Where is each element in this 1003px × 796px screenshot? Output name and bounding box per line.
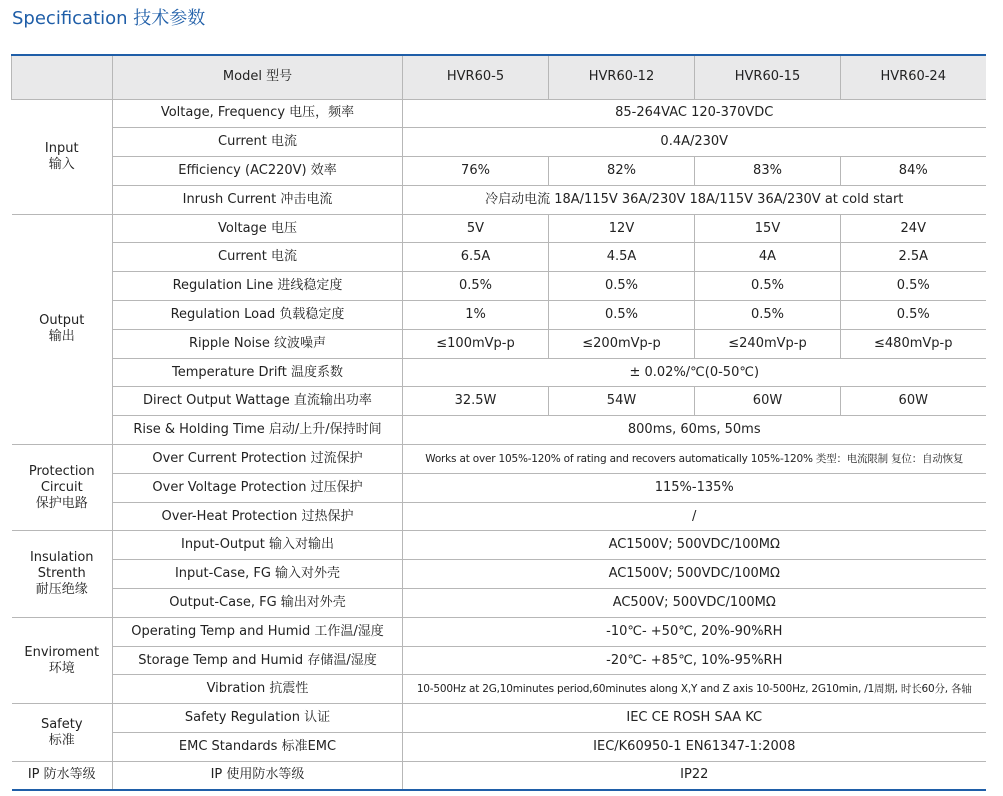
group-protection-line: Circuit bbox=[40, 479, 83, 495]
cell-value: 0.5% bbox=[403, 272, 549, 301]
header-corner-cell bbox=[12, 55, 113, 99]
row-label: Input-Output 输入对输出 bbox=[113, 531, 403, 560]
cell-value: 15V bbox=[695, 214, 841, 243]
group-input-line: Input bbox=[44, 140, 79, 156]
group-environment bbox=[12, 617, 113, 703]
group-safety-line: Safety bbox=[40, 716, 83, 732]
row-value: IEC CE ROSH SAA KC bbox=[403, 704, 986, 733]
model-hvr60-12: HVR60-12 bbox=[549, 55, 695, 99]
row-value: ± 0.02%/℃(0-50℃) bbox=[403, 358, 986, 387]
group-ip: IP 防水等级 bbox=[12, 761, 113, 790]
cell-value: 0.5% bbox=[841, 272, 986, 301]
group-protection-line: 保护电路 bbox=[35, 495, 88, 511]
table-row bbox=[12, 185, 986, 214]
group-safety bbox=[12, 704, 113, 762]
cell-value: 0.5% bbox=[695, 272, 841, 301]
table-row bbox=[12, 301, 986, 330]
model-hvr60-24: HVR60-24 bbox=[841, 55, 986, 99]
cell-value: 60W bbox=[695, 387, 841, 416]
row-value: AC1500V; 500VDC/100MΩ bbox=[403, 560, 986, 589]
row-value: -10℃- +50℃, 20%-90%RH bbox=[403, 617, 986, 646]
cell-value: 76% bbox=[403, 157, 549, 186]
row-label: Over-Heat Protection 过热保护 bbox=[113, 502, 403, 531]
row-value: IP22 bbox=[403, 761, 986, 790]
cell-value: 4A bbox=[695, 243, 841, 272]
table-row bbox=[12, 531, 986, 560]
cell-value: 4.5A bbox=[549, 243, 695, 272]
cell-value: 0.5% bbox=[549, 272, 695, 301]
group-environment-line: Enviroment bbox=[24, 644, 100, 660]
group-input bbox=[12, 99, 113, 214]
table-row bbox=[12, 387, 986, 416]
model-hvr60-5: HVR60-5 bbox=[403, 55, 549, 99]
cell-value: 24V bbox=[841, 214, 986, 243]
row-value: 10-500Hz at 2G,10minutes period,60minutes along X,Y and Z axis 10-500Hz, 2G10min, /1周期, 时长60分, 各轴 bbox=[403, 675, 986, 704]
row-value: 800ms, 60ms, 50ms bbox=[403, 416, 986, 445]
table-row bbox=[12, 416, 986, 445]
cell-value: 84% bbox=[841, 157, 986, 186]
cell-value: 83% bbox=[695, 157, 841, 186]
group-insulation-line: 耐压绝缘 bbox=[35, 582, 88, 598]
cell-value: 82% bbox=[549, 157, 695, 186]
page-title: Specification 技术参数 bbox=[12, 8, 206, 29]
table-row bbox=[12, 157, 986, 186]
row-value: 85-264VAC 120-370VDC bbox=[403, 99, 986, 128]
table-row bbox=[12, 473, 986, 502]
cell-value: ≤480mVp-p bbox=[841, 329, 986, 358]
cell-value: 2.5A bbox=[841, 243, 986, 272]
group-safety-line: 标准 bbox=[48, 732, 75, 748]
group-output-line: 输出 bbox=[48, 329, 75, 345]
cell-value: ≤100mVp-p bbox=[403, 329, 549, 358]
row-value: AC1500V; 500VDC/100MΩ bbox=[403, 531, 986, 560]
cell-value: 60W bbox=[841, 387, 986, 416]
row-value: / bbox=[403, 502, 986, 531]
table-row bbox=[12, 358, 986, 387]
model-label: Model 型号 bbox=[113, 55, 403, 99]
row-value: IEC/K60950-1 EN61347-1:2008 bbox=[403, 733, 986, 762]
row-value: 冷启动电流 18A/115V 36A/230V 18A/115V 36A/230V at cold start bbox=[403, 185, 986, 214]
row-label: Voltage 电压 bbox=[113, 214, 403, 243]
row-label: Temperature Drift 温度系数 bbox=[113, 358, 403, 387]
row-label: Over Current Protection 过流保护 bbox=[113, 445, 403, 474]
table-row bbox=[12, 761, 986, 790]
cell-value: 0.5% bbox=[841, 301, 986, 330]
table-row bbox=[12, 99, 986, 128]
row-label: EMC Standards 标准EMC bbox=[113, 733, 403, 762]
row-label: IP 使用防水等级 bbox=[113, 761, 403, 790]
table-row bbox=[12, 733, 986, 762]
row-label: Over Voltage Protection 过压保护 bbox=[113, 473, 403, 502]
table-row bbox=[12, 128, 986, 157]
row-label: Safety Regulation 认证 bbox=[113, 704, 403, 733]
row-value: 115%-135% bbox=[403, 473, 986, 502]
row-value: AC500V; 500VDC/100MΩ bbox=[403, 589, 986, 618]
table-row bbox=[12, 589, 986, 618]
group-insulation bbox=[12, 531, 113, 617]
row-value: Works at over 105%-120% of rating and recovers automatically 105%-120% 类型：电流限制 复位：自动恢复 bbox=[403, 445, 986, 474]
row-label: Direct Output Wattage 直流输出功率 bbox=[113, 387, 403, 416]
table-row bbox=[12, 214, 986, 243]
group-input-line: 输入 bbox=[48, 156, 75, 172]
row-label: Storage Temp and Humid 存储温/湿度 bbox=[113, 646, 403, 675]
group-insulation-line: Strenth bbox=[37, 566, 86, 582]
group-insulation-line: Insulation bbox=[29, 550, 94, 566]
table-row bbox=[12, 704, 986, 733]
cell-value: 5V bbox=[403, 214, 549, 243]
cell-value: 32.5W bbox=[403, 387, 549, 416]
row-label: Regulation Line 进线稳定度 bbox=[113, 272, 403, 301]
table-row bbox=[12, 243, 986, 272]
table-row bbox=[12, 272, 986, 301]
cell-value: 1% bbox=[403, 301, 549, 330]
model-hvr60-15: HVR60-15 bbox=[695, 55, 841, 99]
table-row bbox=[12, 502, 986, 531]
row-value: 0.4A/230V bbox=[403, 128, 986, 157]
row-label: Efficiency (AC220V) 效率 bbox=[113, 157, 403, 186]
row-label: Input-Case, FG 输入对外壳 bbox=[113, 560, 403, 589]
row-label: Rise & Holding Time 启动/上升/保持时间 bbox=[113, 416, 403, 445]
row-label: Current 电流 bbox=[113, 128, 403, 157]
group-output bbox=[12, 214, 113, 444]
row-label: Regulation Load 负载稳定度 bbox=[113, 301, 403, 330]
table-row bbox=[12, 646, 986, 675]
group-protection bbox=[12, 445, 113, 531]
cell-value: 0.5% bbox=[695, 301, 841, 330]
table-row bbox=[12, 675, 986, 704]
group-environment-line: 环境 bbox=[48, 660, 75, 676]
cell-value: 6.5A bbox=[403, 243, 549, 272]
row-label: Output-Case, FG 输出对外壳 bbox=[113, 589, 403, 618]
cell-value: 54W bbox=[549, 387, 695, 416]
spec-table bbox=[11, 54, 986, 791]
row-value: -20℃- +85℃, 10%-95%RH bbox=[403, 646, 986, 675]
cell-value: ≤200mVp-p bbox=[549, 329, 695, 358]
cell-value: 0.5% bbox=[549, 301, 695, 330]
row-label: Inrush Current 冲击电流 bbox=[113, 185, 403, 214]
row-label: Voltage, Frequency 电压，频率 bbox=[113, 99, 403, 128]
cell-value: 12V bbox=[549, 214, 695, 243]
row-label: Vibration 抗震性 bbox=[113, 675, 403, 704]
table-row bbox=[12, 617, 986, 646]
row-label: Current 电流 bbox=[113, 243, 403, 272]
table-row bbox=[12, 560, 986, 589]
row-label: Ripple Noise 纹波噪声 bbox=[113, 329, 403, 358]
group-output-line: Output bbox=[39, 313, 85, 329]
cell-value: ≤240mVp-p bbox=[695, 329, 841, 358]
group-protection-line: Protection bbox=[28, 463, 95, 479]
table-row bbox=[12, 329, 986, 358]
table-row bbox=[12, 445, 986, 474]
header-row bbox=[12, 55, 986, 99]
row-label: Operating Temp and Humid 工作温/湿度 bbox=[113, 617, 403, 646]
